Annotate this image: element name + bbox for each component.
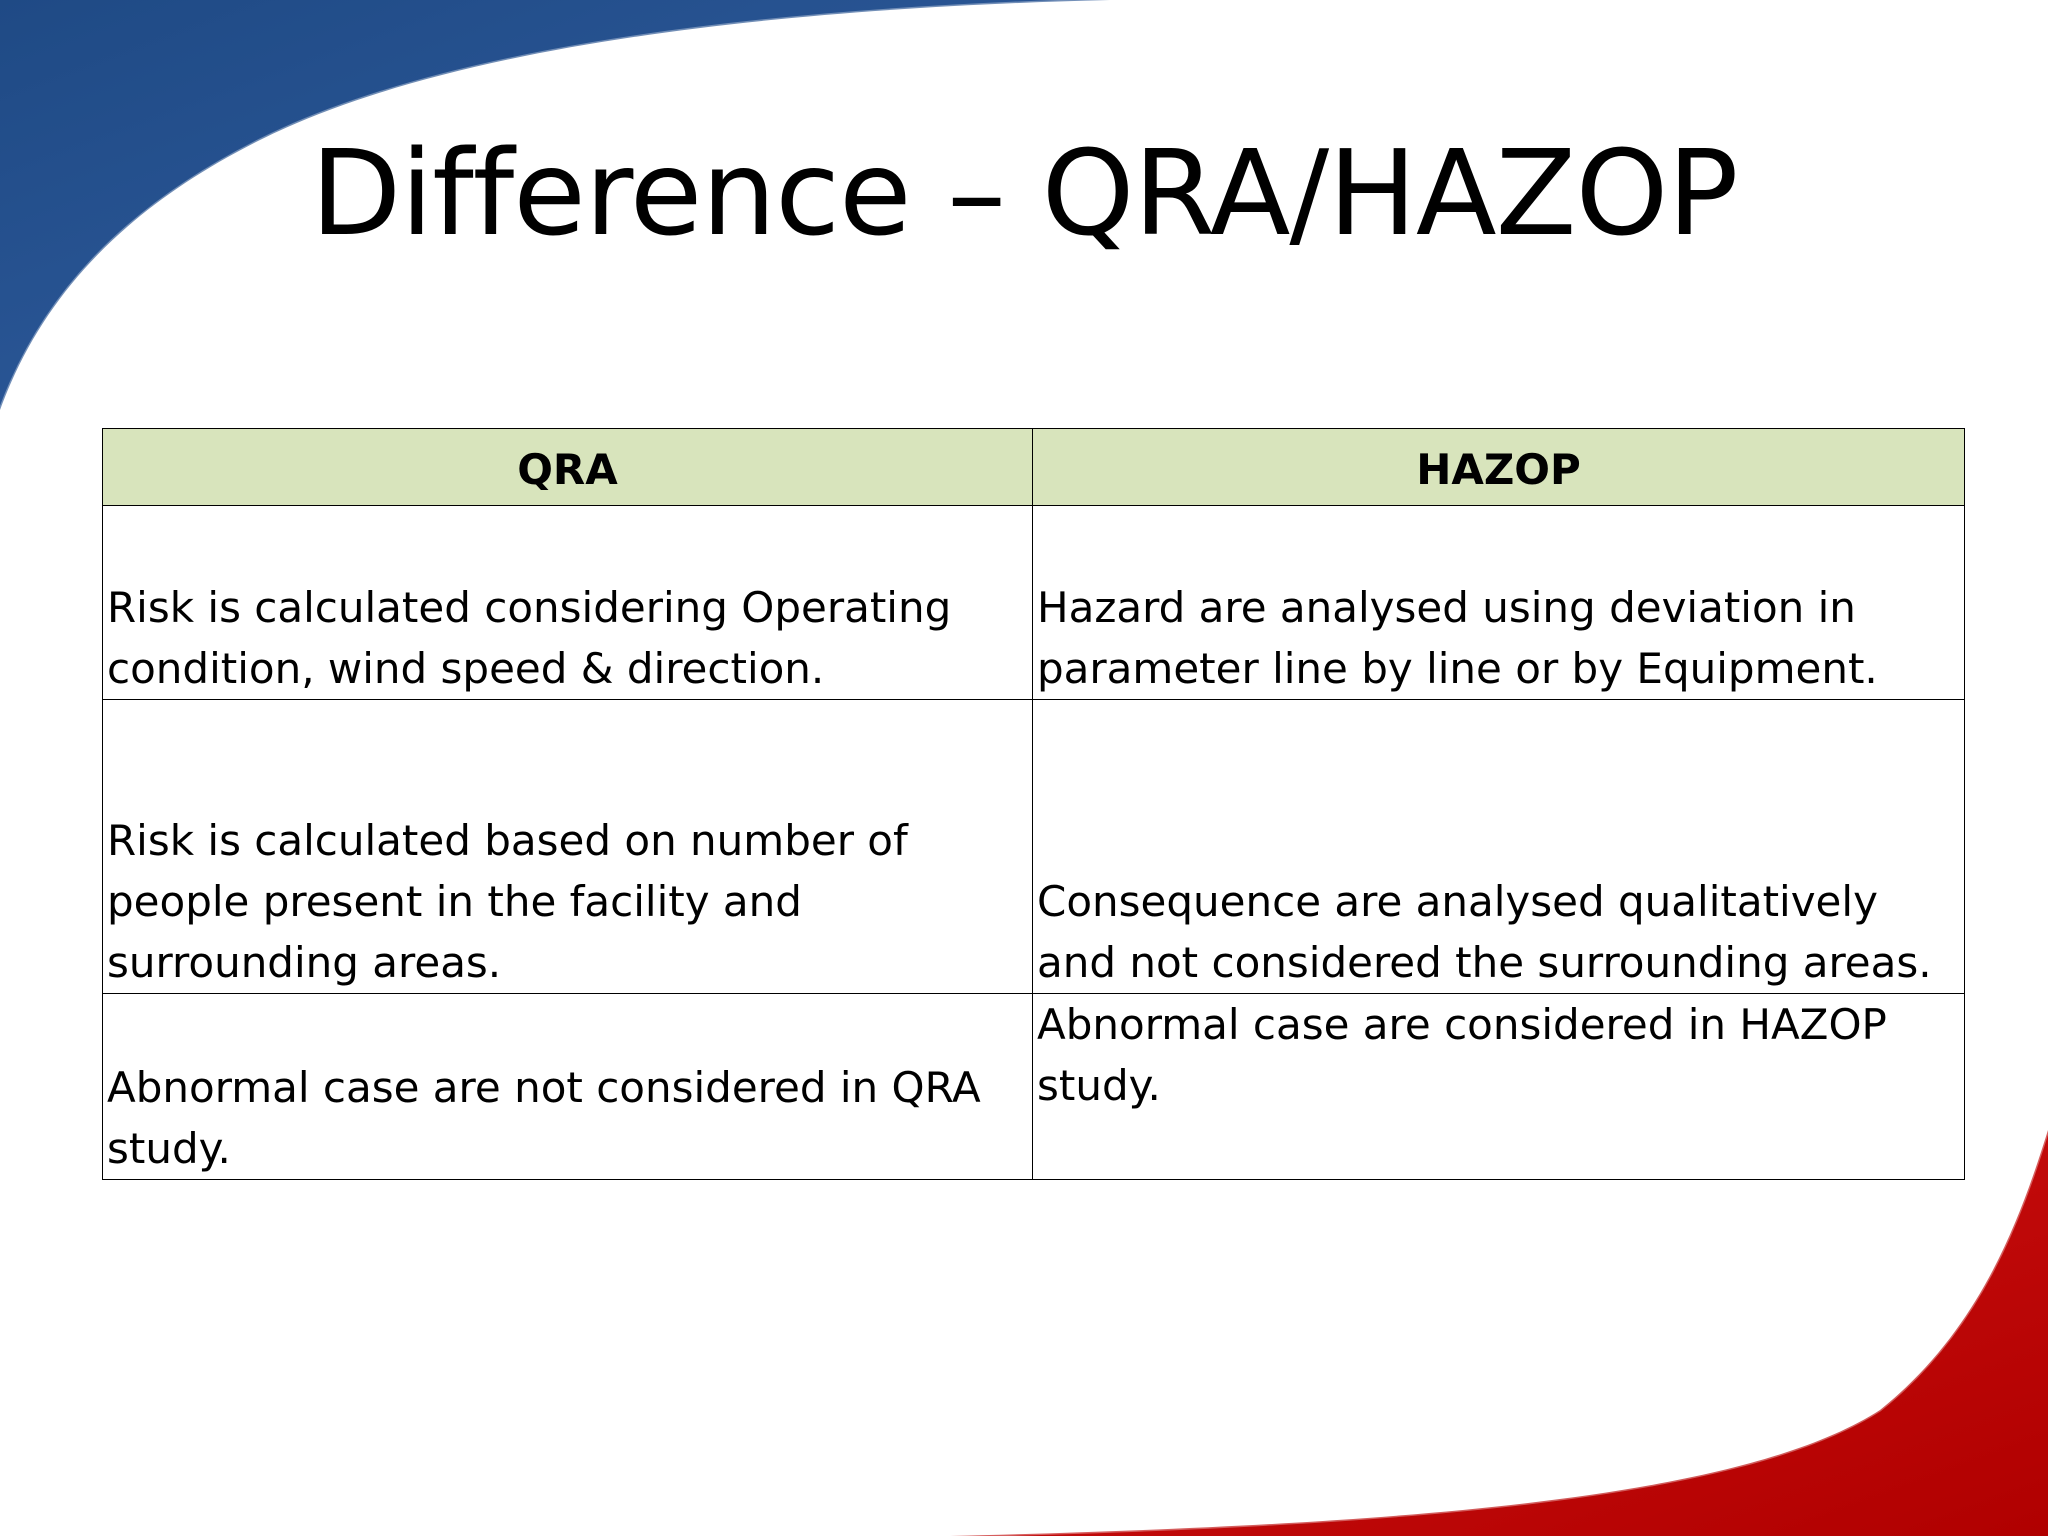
comparison-table: [102, 428, 1965, 1180]
qra-cell: Risk is calculated considering Operating condition, wind speed & direction.: [103, 506, 1033, 700]
table-row: [103, 700, 1965, 994]
red-swoosh: [950, 1130, 2048, 1536]
header-qra: QRA: [103, 429, 1033, 506]
table-row: [103, 506, 1965, 700]
slide-title: Difference – QRA/HAZOP: [310, 124, 1738, 262]
table-row: [103, 994, 1965, 1180]
qra-cell: Risk is calculated based on number of people present in the facility and surrounding areas.: [103, 700, 1033, 994]
hazop-cell: Consequence are analysed qualitatively and not considered the surrounding areas.: [1033, 700, 1965, 994]
header-hazop: HAZOP: [1033, 429, 1965, 506]
hazop-cell: Hazard are analysed using deviation in parameter line by line or by Equipment.: [1033, 506, 1965, 700]
hazop-cell: Abnormal case are considered in HAZOP study.: [1033, 994, 1965, 1180]
table-header-row: [103, 429, 1965, 506]
qra-cell: Abnormal case are not considered in QRA study.: [103, 994, 1033, 1180]
